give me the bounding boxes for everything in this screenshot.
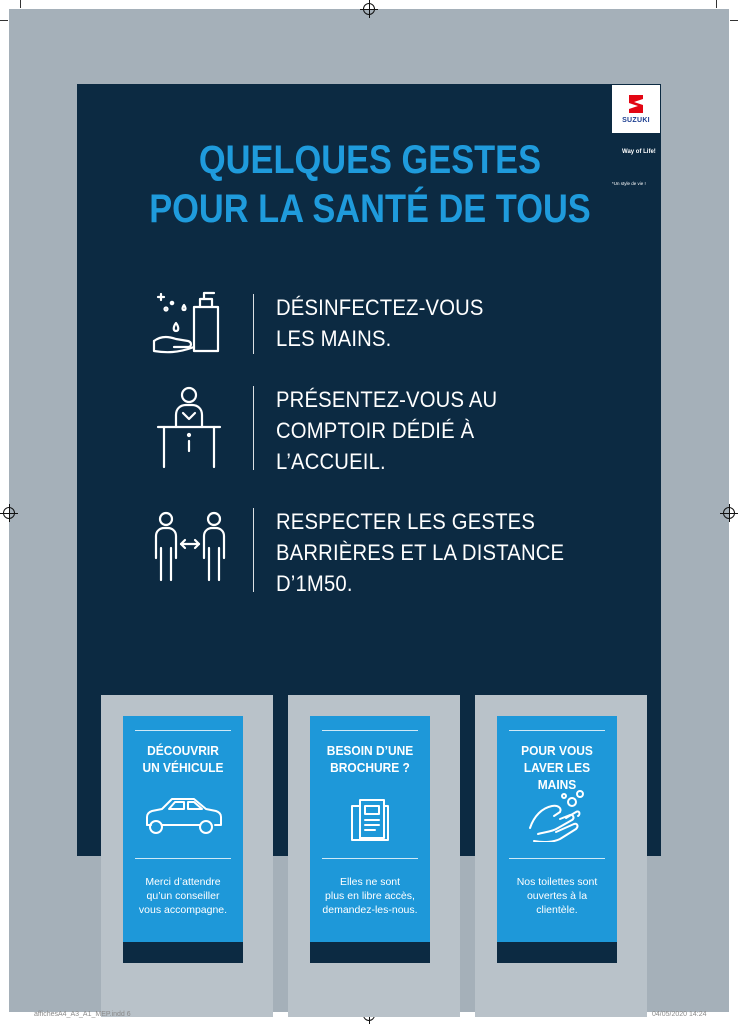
card-base	[123, 942, 243, 963]
file-slug: affichesA4_A3_A1_MEP.indd 6	[34, 1011, 131, 1018]
page-title-text: QUELQUES GESTES POUR LA SANTÉ DE TOUS	[149, 138, 591, 231]
card-title: POUR VOUS LAVER LES MAINS	[521, 743, 593, 792]
card-handwash	[497, 716, 617, 942]
crop-mark	[716, 0, 717, 8]
hand-sanitizer-icon	[150, 283, 226, 360]
card-text: Nos toilettes sont ouvertes à la clientèle.	[516, 876, 598, 916]
gesture-divider	[253, 508, 254, 592]
card-rule	[322, 858, 418, 859]
registration-mark-left	[3, 507, 15, 519]
card-rule	[509, 858, 605, 859]
card-rule	[135, 858, 231, 859]
logo-wordmark: SUZUKI	[622, 117, 650, 124]
card-base	[310, 942, 430, 963]
tagline-note: *Un style de vie !	[612, 181, 646, 186]
card-title: DÉCOUVRIR UN VÉHICULE	[142, 743, 224, 775]
date-slug: 04/05/2020 14:24	[652, 1011, 707, 1018]
registration-mark-top	[363, 3, 375, 15]
card-text: Elles ne sont plus en libre accès, demandez-les-nous.	[322, 876, 418, 916]
crop-mark	[0, 20, 8, 21]
card-base	[497, 942, 617, 963]
card-vehicle	[123, 716, 243, 942]
social-distance-icon	[150, 510, 230, 589]
gesture-divider	[253, 294, 254, 354]
page-title	[121, 136, 620, 234]
suzuki-logo	[612, 85, 660, 133]
handwash-icon	[497, 788, 617, 842]
crop-mark	[730, 20, 738, 21]
registration-mark-right	[723, 507, 735, 519]
gesture-divider	[253, 386, 254, 470]
gesture-text-disinfect: DÉSINFECTEZ-VOUS LES MAINS.	[276, 295, 484, 351]
card-rule	[322, 730, 418, 731]
gesture-text-distance: RESPECTER LES GESTES BARRIÈRES ET LA DISTANCE D’1M50.	[276, 509, 565, 596]
gesture-text-counter: PRÉSENTEZ-VOUS AU COMPTOIR DÉDIÉ À L’ACCUEIL.	[276, 387, 498, 474]
card-rule	[135, 730, 231, 731]
car-icon	[123, 793, 243, 839]
suzuki-s-icon	[626, 93, 646, 115]
tagline: Way of Life!	[622, 149, 656, 155]
crop-mark	[20, 0, 21, 8]
card-title: BESOIN D’UNE BROCHURE ?	[326, 743, 414, 775]
reception-desk-icon	[154, 385, 224, 476]
card-text: Merci d’attendre qu’un conseiller vous accompagne.	[138, 876, 228, 916]
card-brochure	[310, 716, 430, 942]
card-rule	[509, 730, 605, 731]
brochure-icon	[310, 796, 430, 844]
